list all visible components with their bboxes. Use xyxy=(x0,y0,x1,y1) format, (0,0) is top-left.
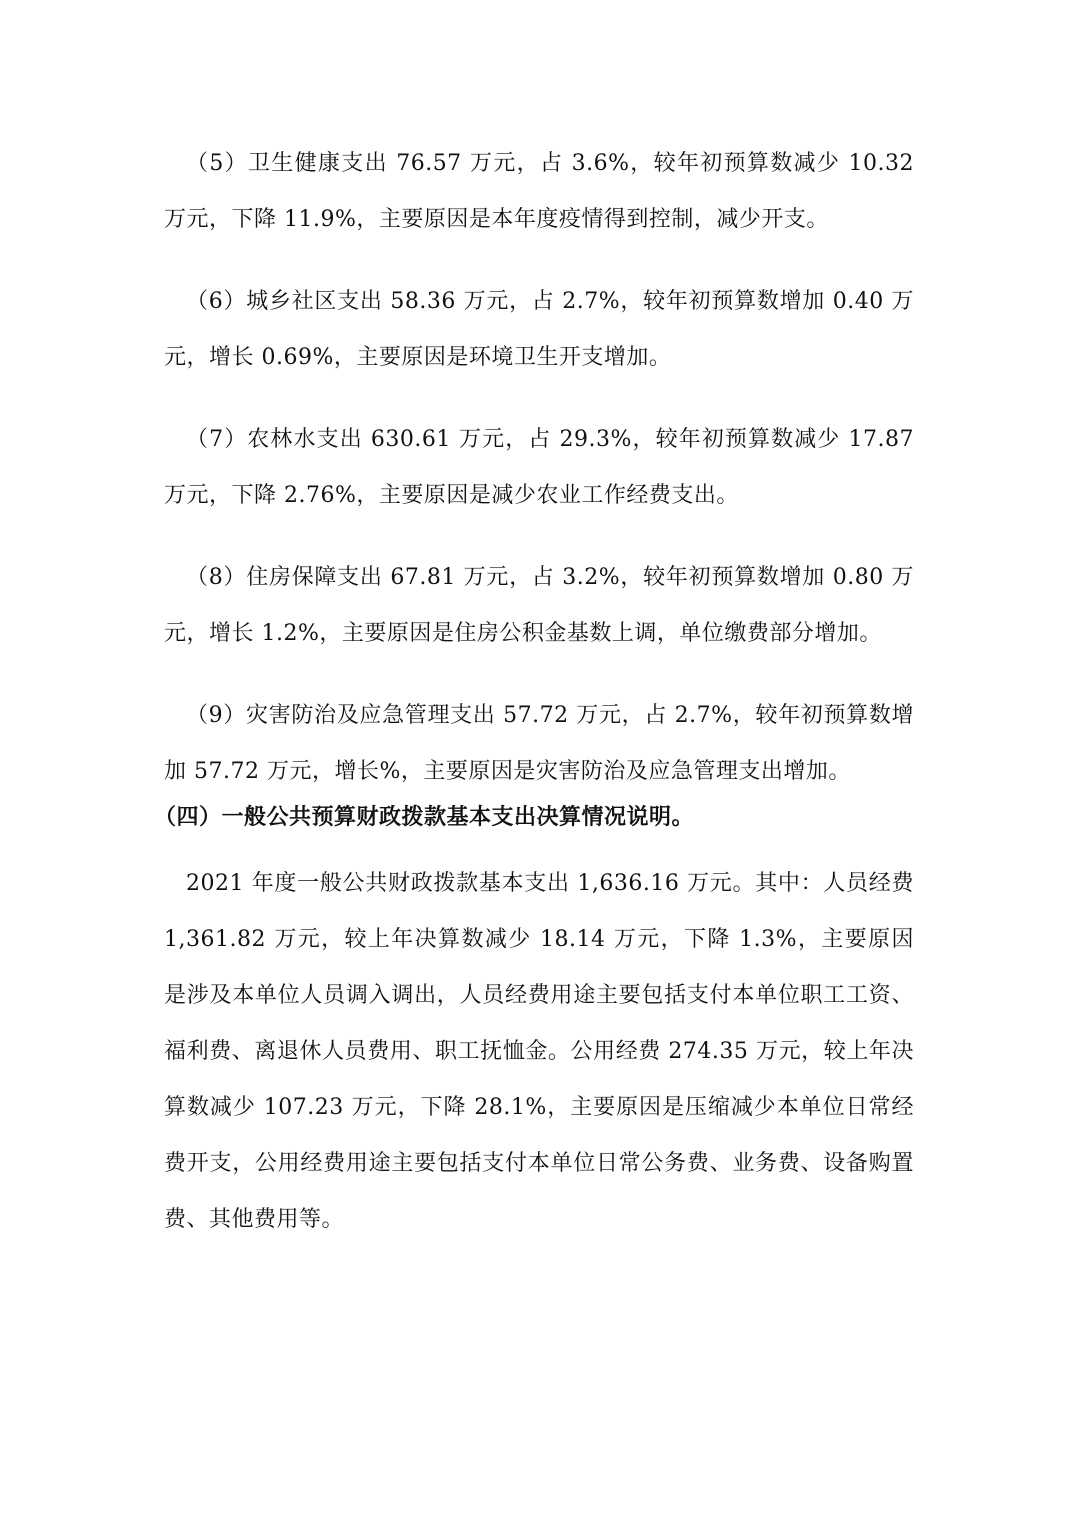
paragraph-basic-expenditure: 2021 年度一般公共财政拨款基本支出 1,636.16 万元。其中：人员经费 1,361.82 万元，较上年决算数减少 18.14 万元，下降 1.3%，主要原因是涉及本单位人员调入调出，人员经费用途主要包括支付本单位职工工资、福利费、离退休人员费用、职工抚恤金。公用经费 274.35 万元，较上年决算数减少 107.23 万元，下降 28.1%，主要原因是压缩减少本单位日常经费开支，公用经费用途主要包括支付本单位日常公务费、业务费、设备购置费、其他费用等。 xyxy=(164,871,914,1232)
paragraph-housing-expenditure: （8）住房保障支出 67.81 万元，占 3.2%，较年初预算数增加 0.80 万元，增长 1.2%，主要原因是住房公积金基数上调，单位缴费部分增加。 xyxy=(164,565,914,646)
paragraph-spacer xyxy=(164,524,914,550)
document-page xyxy=(154,136,914,1248)
section-heading: （四）一般公共预算财政拨款基本支出决算情况说明。 xyxy=(154,805,695,830)
paragraph-spacer xyxy=(164,662,914,688)
paragraph-disaster-expenditure: （9）灾害防治及应急管理支出 57.72 万元，占 2.7%，较年初预算数增加 57.72 万元，增长%，主要原因是灾害防治及应急管理支出增加。 xyxy=(164,703,914,784)
paragraph-urban-rural-expenditure: （6）城乡社区支出 58.36 万元，占 2.7%，较年初预算数增加 0.40 万元，增长 0.69%，主要原因是环境卫生开支增加。 xyxy=(164,289,914,370)
paragraph-health-expenditure: （5）卫生健康支出 76.57 万元，占 3.6%，较年初预算数减少 10.32 万元，下降 11.9%，主要原因是本年度疫情得到控制，减少开支。 xyxy=(164,151,914,232)
paragraph-spacer xyxy=(164,386,914,412)
paragraph-agriculture-expenditure: （7）农林水支出 630.61 万元，占 29.3%，较年初预算数减少 17.87 万元，下降 2.76%，主要原因是减少农业工作经费支出。 xyxy=(164,427,914,508)
paragraph-spacer xyxy=(164,248,914,274)
